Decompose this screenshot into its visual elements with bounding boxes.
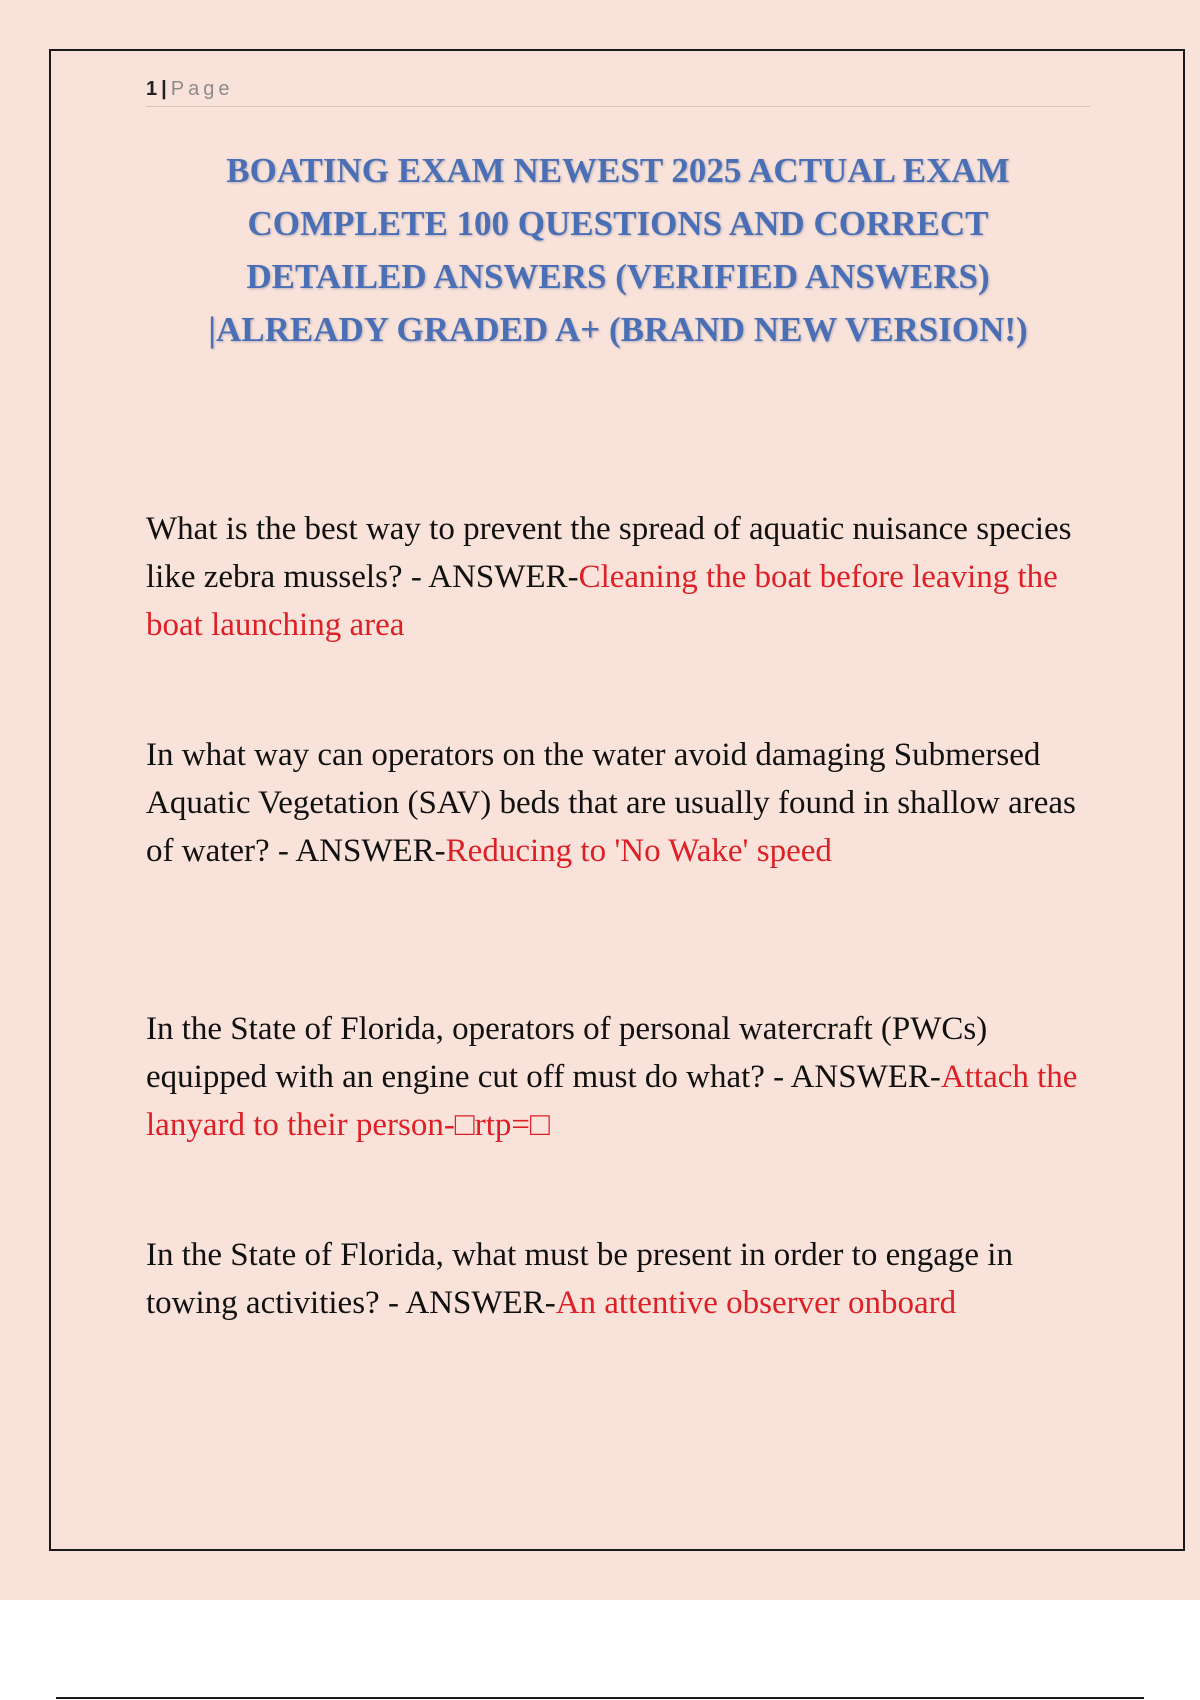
answer-text: Reducing to 'No Wake' speed	[445, 833, 832, 869]
qa-item	[146, 505, 1090, 649]
title-line: BOATING EXAM NEWEST 2025 ACTUAL EXAM	[226, 151, 1010, 190]
question-text: In the State of Florida, operators of personal watercraft (PWCs) equipped with an engine cut off must do what? - ANSWER-	[146, 1011, 988, 1095]
document-title	[146, 144, 1090, 356]
footer-divider	[56, 1697, 1144, 1699]
question-text: In the State of Florida, what must be present in order to engage in towing activities? - ANSWER-	[146, 1237, 1013, 1321]
answer-text: Attach the lanyard to their person-□rtp=□	[146, 1059, 1078, 1143]
title-line: COMPLETE 100 QUESTIONS AND CORRECT	[247, 204, 989, 243]
question-text: In what way can operators on the water avoid damaging Submersed Aquatic Vegetation (SAV) beds that are usually found in shallow areas of water? - ANSWER-	[146, 737, 1076, 869]
page-separator: |	[161, 78, 167, 100]
answer-text: An attentive observer onboard	[555, 1285, 957, 1321]
page-label: Page	[170, 78, 234, 100]
qa-item	[146, 1231, 1090, 1327]
page-number: 1	[146, 78, 158, 100]
title-line: |ALREADY GRADED A+ (BRAND NEW VERSION!)	[208, 310, 1028, 349]
answer-text: Cleaning the boat before leaving the boat launching area	[146, 559, 1058, 643]
title-line: DETAILED ANSWERS (VERIFIED ANSWERS)	[246, 257, 990, 296]
qa-item	[146, 1005, 1090, 1149]
qa-item	[146, 731, 1090, 875]
question-text: What is the best way to prevent the spread of aquatic nuisance species like zebra mussels? - ANSWER-	[146, 511, 1072, 595]
page-header	[146, 76, 1090, 107]
